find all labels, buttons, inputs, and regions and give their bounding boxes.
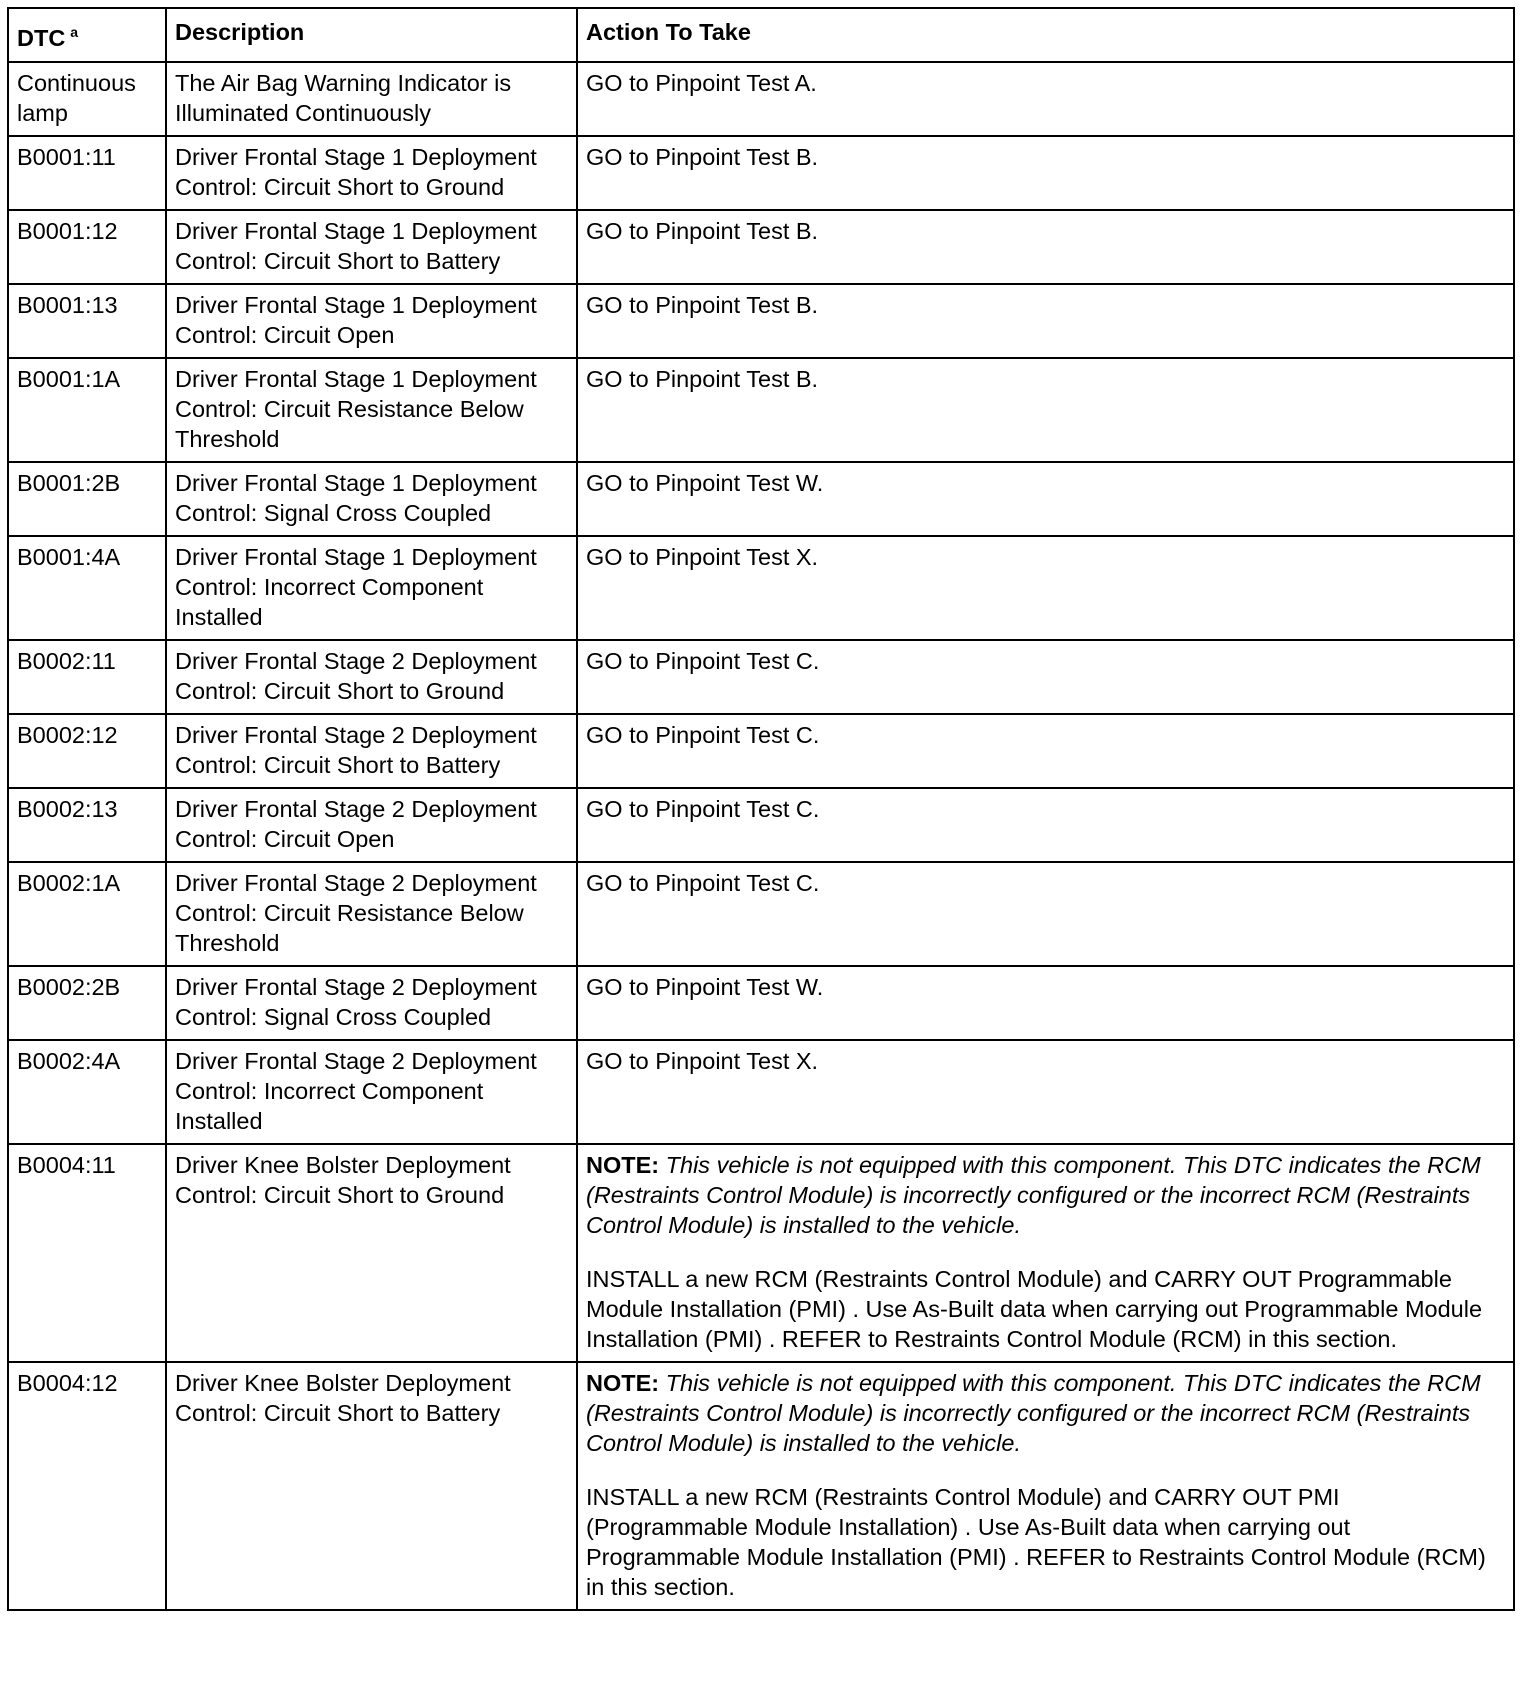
cell-action: GO to Pinpoint Test B. bbox=[577, 284, 1514, 358]
cell-dtc: B0001:12 bbox=[8, 210, 166, 284]
table-row bbox=[8, 1040, 1514, 1144]
cell-dtc: B0001:2B bbox=[8, 462, 166, 536]
header-dtc-footnote: a bbox=[70, 24, 79, 40]
header-dtc bbox=[8, 8, 166, 62]
cell-dtc: B0001:11 bbox=[8, 136, 166, 210]
table-row bbox=[8, 536, 1514, 640]
cell-dtc: B0002:4A bbox=[8, 1040, 166, 1144]
note-label: NOTE: bbox=[586, 1370, 660, 1396]
cell-action: GO to Pinpoint Test A. bbox=[577, 62, 1514, 136]
cell-dtc: B0002:12 bbox=[8, 714, 166, 788]
cell-description: Driver Frontal Stage 2 Deployment Control: Circuit Open bbox=[166, 788, 577, 862]
table-row bbox=[8, 862, 1514, 966]
cell-description: Driver Knee Bolster Deployment Control: Circuit Short to Battery bbox=[166, 1362, 577, 1610]
note-paragraph bbox=[586, 1368, 1505, 1458]
cell-dtc: B0001:1A bbox=[8, 358, 166, 462]
note-text: This vehicle is not equipped with this component. This DTC indicates the RCM (Restraints Control Module) is incorrectly configured or the incorrect RCM (Restraints Control Module) is installed to the vehicle. bbox=[586, 1152, 1481, 1238]
action-paragraph: INSTALL a new RCM (Restraints Control Module) and CARRY OUT PMI (Programmable Module Installation) . Use As-Built data when carrying out Programmable Module Installation (PMI) . REFER to Restraints Control Module (RCM) in this section. bbox=[586, 1484, 1486, 1600]
table-row bbox=[8, 966, 1514, 1040]
cell-description: Driver Frontal Stage 2 Deployment Control: Circuit Resistance Below Threshold bbox=[166, 862, 577, 966]
cell-dtc: B0004:12 bbox=[8, 1362, 166, 1610]
note-label: NOTE: bbox=[586, 1152, 660, 1178]
cell-action: GO to Pinpoint Test X. bbox=[577, 1040, 1514, 1144]
cell-dtc: B0002:11 bbox=[8, 640, 166, 714]
cell-dtc: B0001:13 bbox=[8, 284, 166, 358]
table-row bbox=[8, 136, 1514, 210]
cell-description: Driver Frontal Stage 2 Deployment Control: Circuit Short to Ground bbox=[166, 640, 577, 714]
cell-description: Driver Frontal Stage 1 Deployment Control: Circuit Short to Battery bbox=[166, 210, 577, 284]
cell-action: GO to Pinpoint Test B. bbox=[577, 358, 1514, 462]
cell-action: GO to Pinpoint Test C. bbox=[577, 862, 1514, 966]
cell-dtc: B0004:11 bbox=[8, 1144, 166, 1362]
cell-dtc: B0002:1A bbox=[8, 862, 166, 966]
cell-description: Driver Frontal Stage 2 Deployment Control: Circuit Short to Battery bbox=[166, 714, 577, 788]
cell-action bbox=[577, 1362, 1514, 1610]
table-row bbox=[8, 1362, 1514, 1610]
header-description: Description bbox=[166, 8, 577, 62]
cell-description: Driver Frontal Stage 1 Deployment Control: Circuit Open bbox=[166, 284, 577, 358]
table-row bbox=[8, 62, 1514, 136]
cell-action: GO to Pinpoint Test W. bbox=[577, 966, 1514, 1040]
cell-action: GO to Pinpoint Test W. bbox=[577, 462, 1514, 536]
cell-description: Driver Frontal Stage 2 Deployment Control: Incorrect Component Installed bbox=[166, 1040, 577, 1144]
table-row bbox=[8, 1144, 1514, 1362]
cell-action: GO to Pinpoint Test B. bbox=[577, 210, 1514, 284]
cell-description: Driver Frontal Stage 2 Deployment Control: Signal Cross Coupled bbox=[166, 966, 577, 1040]
table-row bbox=[8, 210, 1514, 284]
dtc-table bbox=[7, 7, 1515, 1611]
header-dtc-label: DTC bbox=[17, 25, 66, 51]
table-row bbox=[8, 640, 1514, 714]
table-row bbox=[8, 358, 1514, 462]
cell-dtc: B0002:13 bbox=[8, 788, 166, 862]
cell-description: Driver Knee Bolster Deployment Control: Circuit Short to Ground bbox=[166, 1144, 577, 1362]
cell-action bbox=[577, 1144, 1514, 1362]
cell-dtc: Continuous lamp bbox=[8, 62, 166, 136]
cell-action: GO to Pinpoint Test C. bbox=[577, 640, 1514, 714]
cell-action: GO to Pinpoint Test C. bbox=[577, 714, 1514, 788]
note-paragraph bbox=[586, 1150, 1505, 1240]
cell-description: Driver Frontal Stage 1 Deployment Control: Circuit Resistance Below Threshold bbox=[166, 358, 577, 462]
action-paragraph: INSTALL a new RCM (Restraints Control Module) and CARRY OUT Programmable Module Installation (PMI) . Use As-Built data when carrying out Programmable Module Installation (PMI) . REFER to Restraints Control Module (RCM) in this section. bbox=[586, 1266, 1483, 1352]
table-row bbox=[8, 714, 1514, 788]
cell-description: Driver Frontal Stage 1 Deployment Control: Circuit Short to Ground bbox=[166, 136, 577, 210]
cell-description: Driver Frontal Stage 1 Deployment Control: Signal Cross Coupled bbox=[166, 462, 577, 536]
cell-action: GO to Pinpoint Test B. bbox=[577, 136, 1514, 210]
header-action: Action To Take bbox=[577, 8, 1514, 62]
cell-description: The Air Bag Warning Indicator is Illuminated Continuously bbox=[166, 62, 577, 136]
table-row bbox=[8, 788, 1514, 862]
note-text: This vehicle is not equipped with this component. This DTC indicates the RCM (Restraints Control Module) is incorrectly configured or the incorrect RCM (Restraints Control Module) is installed to the vehicle. bbox=[586, 1370, 1481, 1456]
cell-action: GO to Pinpoint Test X. bbox=[577, 536, 1514, 640]
cell-action: GO to Pinpoint Test C. bbox=[577, 788, 1514, 862]
table-row bbox=[8, 462, 1514, 536]
table-row bbox=[8, 284, 1514, 358]
cell-description: Driver Frontal Stage 1 Deployment Control: Incorrect Component Installed bbox=[166, 536, 577, 640]
table-header-row bbox=[8, 8, 1514, 62]
cell-dtc: B0002:2B bbox=[8, 966, 166, 1040]
cell-dtc: B0001:4A bbox=[8, 536, 166, 640]
